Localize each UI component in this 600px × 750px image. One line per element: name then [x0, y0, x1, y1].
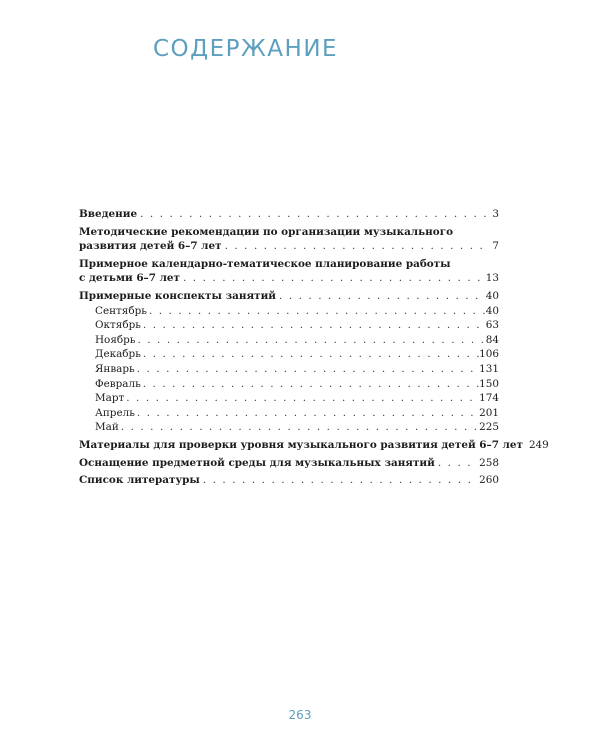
- dot-leader: [126, 391, 479, 406]
- dot-leader: [438, 456, 476, 471]
- toc-entry-methods[interactable]: [79, 225, 499, 254]
- toc-subentry-november[interactable]: [79, 333, 499, 348]
- toc-subentry-title: Сентябрь: [95, 304, 147, 317]
- toc-subentry-page: 84: [485, 333, 499, 346]
- dot-leader: [183, 271, 483, 286]
- page-title: СОДЕРЖАНИЕ: [153, 36, 339, 62]
- dot-leader: [143, 318, 486, 333]
- toc-entry-lessons[interactable]: [79, 289, 499, 304]
- toc-entry-page: 258: [479, 456, 499, 469]
- toc-entry-planning[interactable]: [79, 257, 499, 286]
- toc-subentry-page: 131: [479, 362, 499, 375]
- toc-entry-intro[interactable]: [79, 207, 499, 222]
- toc-entry-page: 40: [485, 289, 499, 302]
- toc-entry-page: 13: [485, 272, 499, 285]
- dot-leader: [143, 377, 479, 392]
- toc-entry-page: 7: [492, 240, 499, 253]
- dot-leader: [137, 362, 479, 377]
- dot-leader: [149, 304, 486, 319]
- toc-entry-title-line1: Примерное календарно-тематическое планирование работы: [79, 257, 451, 270]
- toc-subentry-page: 63: [485, 319, 499, 332]
- dot-leader: [279, 289, 483, 304]
- toc-entry-title: Примерные конспекты занятий: [79, 289, 276, 302]
- toc-subentry-page: 201: [479, 406, 499, 419]
- toc-subentry-title: Ноябрь: [95, 333, 136, 346]
- toc-entry-title-line1: Методические рекомендации по организации музыкального: [79, 225, 454, 238]
- toc-entry-page: 260: [479, 474, 499, 487]
- dot-leader: [137, 406, 479, 421]
- toc-subentry-page: 174: [479, 392, 499, 405]
- dot-leader: [121, 420, 479, 435]
- dot-leader: [143, 347, 479, 362]
- toc-subentry-page: 106: [479, 348, 499, 361]
- toc-subentry-september[interactable]: [79, 304, 499, 319]
- dot-leader: [137, 333, 485, 348]
- toc-entry-page: 249: [528, 438, 549, 451]
- dot-leader: [225, 239, 490, 254]
- toc-subentry-title: Февраль: [95, 377, 141, 390]
- table-of-contents: [79, 207, 549, 488]
- toc-subentry-title: Январь: [95, 362, 135, 375]
- toc-entry-materials[interactable]: [79, 438, 549, 453]
- toc-entry-literature[interactable]: [79, 473, 499, 488]
- toc-subentry-page: 225: [479, 421, 499, 434]
- toc-subentry-title: Октябрь: [95, 319, 141, 332]
- toc-subentry-december[interactable]: [79, 347, 499, 362]
- toc-entry-title: Оснащение предметной среды для музыкальных занятий: [79, 456, 435, 469]
- toc-entry-equipment[interactable]: [79, 456, 499, 471]
- dot-leader: [140, 207, 489, 222]
- toc-entry-title: Введение: [79, 208, 138, 220]
- toc-subentry-title: Март: [95, 392, 125, 405]
- dot-leader: [203, 473, 476, 488]
- toc-subentry-february[interactable]: [79, 377, 499, 392]
- toc-subentry-april[interactable]: [79, 406, 499, 421]
- toc-subentry-march[interactable]: [79, 391, 499, 406]
- toc-subentry-title: Май: [95, 421, 119, 434]
- toc-subentry-may[interactable]: [79, 420, 499, 435]
- toc-subentry-january[interactable]: [79, 362, 499, 377]
- toc-entry-title-line2: с детьми 6–7 лет: [79, 272, 180, 285]
- toc-subentry-title: Декабрь: [95, 348, 141, 361]
- toc-entry-title: Список литературы: [79, 474, 200, 487]
- toc-subentry-page: 40: [485, 304, 499, 317]
- toc-subentry-october[interactable]: [79, 318, 499, 333]
- toc-entry-title-line2: развития детей 6–7 лет: [79, 240, 222, 253]
- toc-subentry-title: Апрель: [95, 406, 135, 419]
- toc-subentry-page: 150: [479, 377, 499, 390]
- toc-entry-page: 3: [492, 208, 499, 220]
- toc-entry-title: Материалы для проверки уровня музыкального развития детей 6–7 лет: [79, 438, 523, 451]
- page-number: 263: [288, 708, 312, 722]
